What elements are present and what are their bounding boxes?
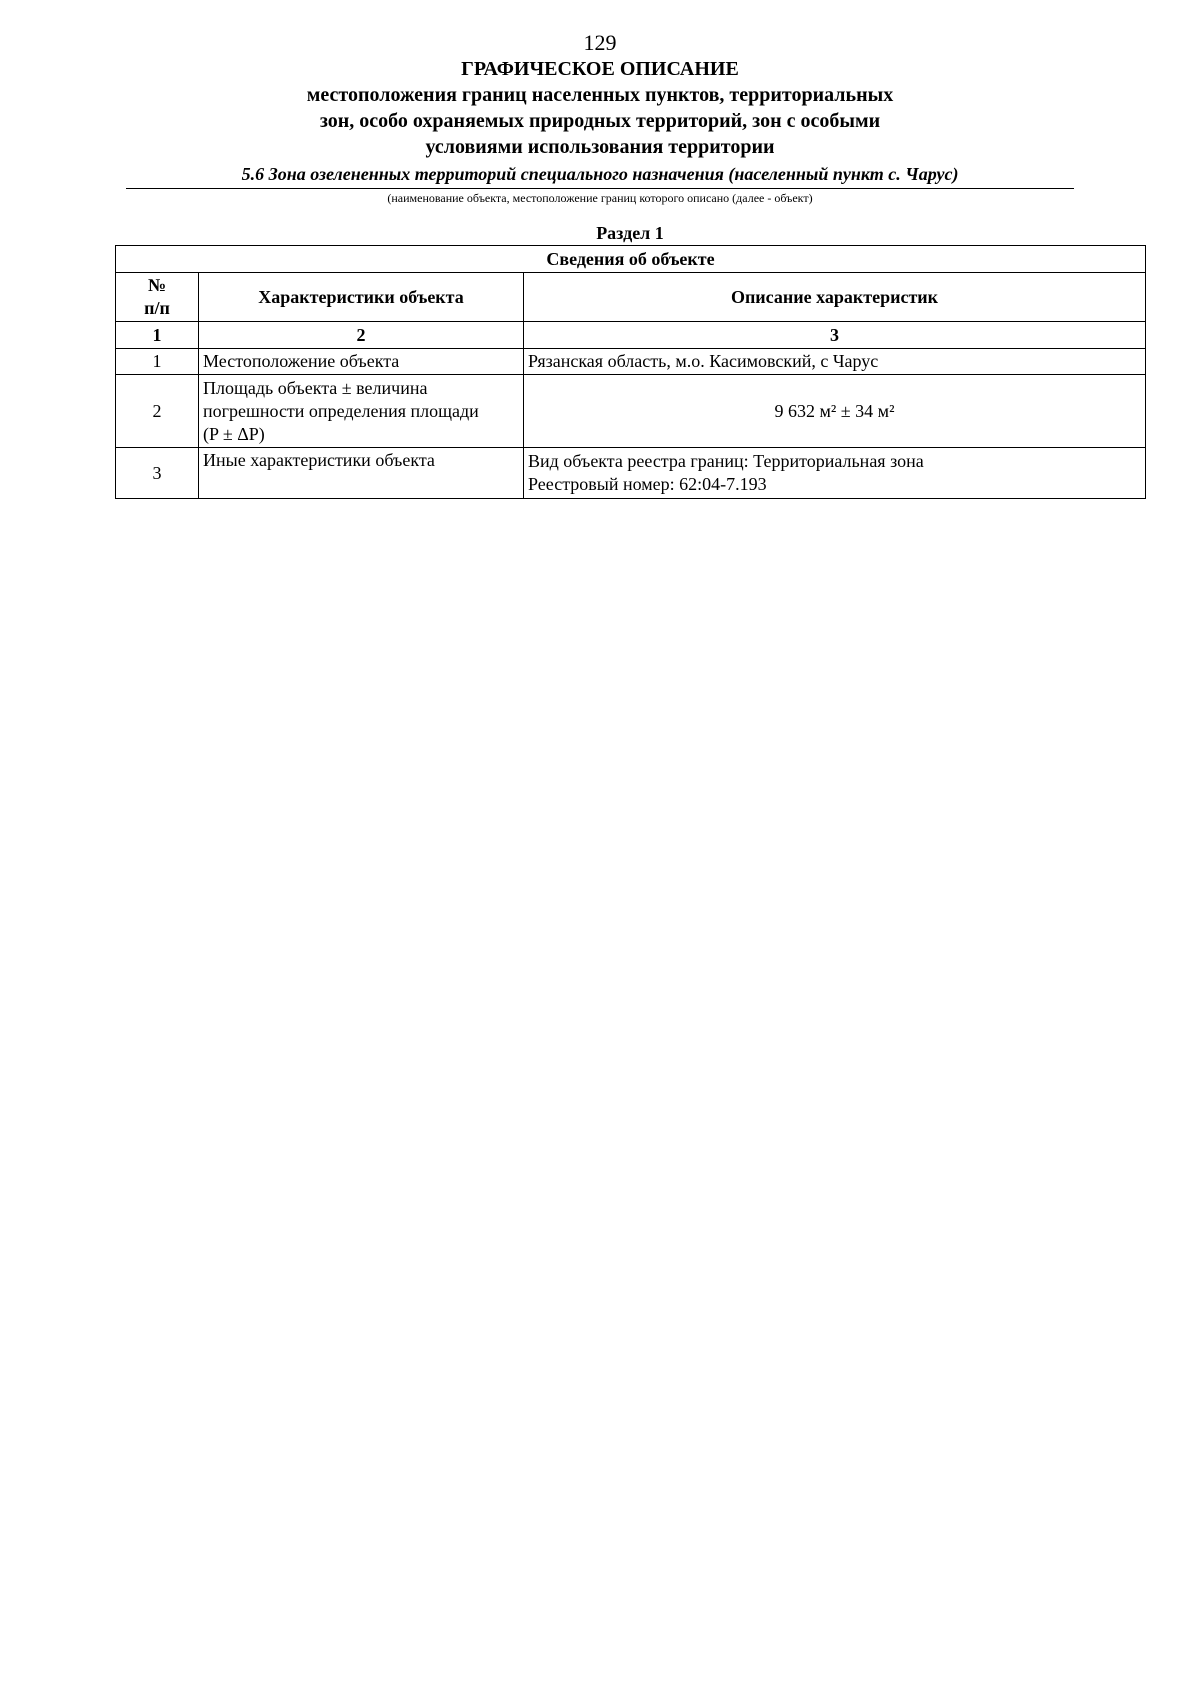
table-header-row	[116, 273, 1146, 322]
row-characteristic-line: (P ± ΔP)	[203, 423, 265, 444]
row-number: 3	[116, 448, 199, 499]
row-characteristic-line: погрешности определения площади	[203, 400, 479, 421]
document-subtitle-line-3: условиями использования территории	[425, 136, 775, 158]
header-description: Описание характеристик	[524, 273, 1146, 322]
object-name-caption: (наименование объекта, местоположение границ которого описано (далее - объект)	[387, 191, 813, 205]
row-characteristic-line: Иные характеристики объекта	[203, 450, 435, 470]
row-number: 2	[116, 375, 199, 448]
row-description-line: 9 632 м² ± 34 м²	[774, 400, 895, 421]
index-cell-3: 3	[524, 322, 1146, 349]
row-characteristic-line: Площадь объекта ± величина	[203, 377, 428, 398]
index-cell-2: 2	[199, 322, 524, 349]
table-row	[116, 349, 1146, 375]
index-cell-1: 1	[116, 322, 199, 349]
row-description	[524, 375, 1146, 448]
row-characteristic	[199, 375, 524, 448]
row-description-line: Вид объекта реестра границ: Территориальная зона	[528, 451, 924, 471]
header-characteristics: Характеристики объекта	[199, 273, 524, 322]
header-number-line-2: п/п	[144, 298, 170, 318]
document-subtitle-line-2: зон, особо охраняемых природных территорий, зон с особыми	[319, 110, 881, 132]
table-caption: Сведения об объекте	[116, 246, 1146, 273]
page-number: 129	[583, 30, 617, 55]
header-number-line-1: №	[147, 275, 167, 295]
row-description-line: Рязанская область, м.о. Касимовский, с Чарус	[528, 351, 879, 371]
document-title: ГРАФИЧЕСКОЕ ОПИСАНИЕ	[461, 58, 739, 80]
document-header	[120, 56, 1080, 160]
row-description	[524, 349, 1146, 375]
object-info-table	[115, 245, 1146, 499]
table-row	[116, 448, 1146, 499]
row-description-line: Реестровый номер: 62:04-7.193	[528, 474, 767, 494]
table-row	[116, 375, 1146, 448]
row-number: 1	[116, 349, 199, 375]
row-characteristic	[199, 349, 524, 375]
document-subtitle-line-1: местоположения границ населенных пунктов, территориальных	[306, 84, 894, 106]
header-number	[116, 273, 199, 322]
row-characteristic	[199, 448, 524, 499]
table-index-row	[116, 322, 1146, 349]
row-characteristic-line: Местоположение объекта	[203, 351, 400, 371]
section-title: Раздел 1	[596, 223, 664, 243]
object-name: 5.6 Зона озелененных территорий специального назначения (населенный пункт с. Чарус)	[126, 162, 1074, 189]
row-description	[524, 448, 1146, 499]
table-caption-row	[116, 246, 1146, 273]
